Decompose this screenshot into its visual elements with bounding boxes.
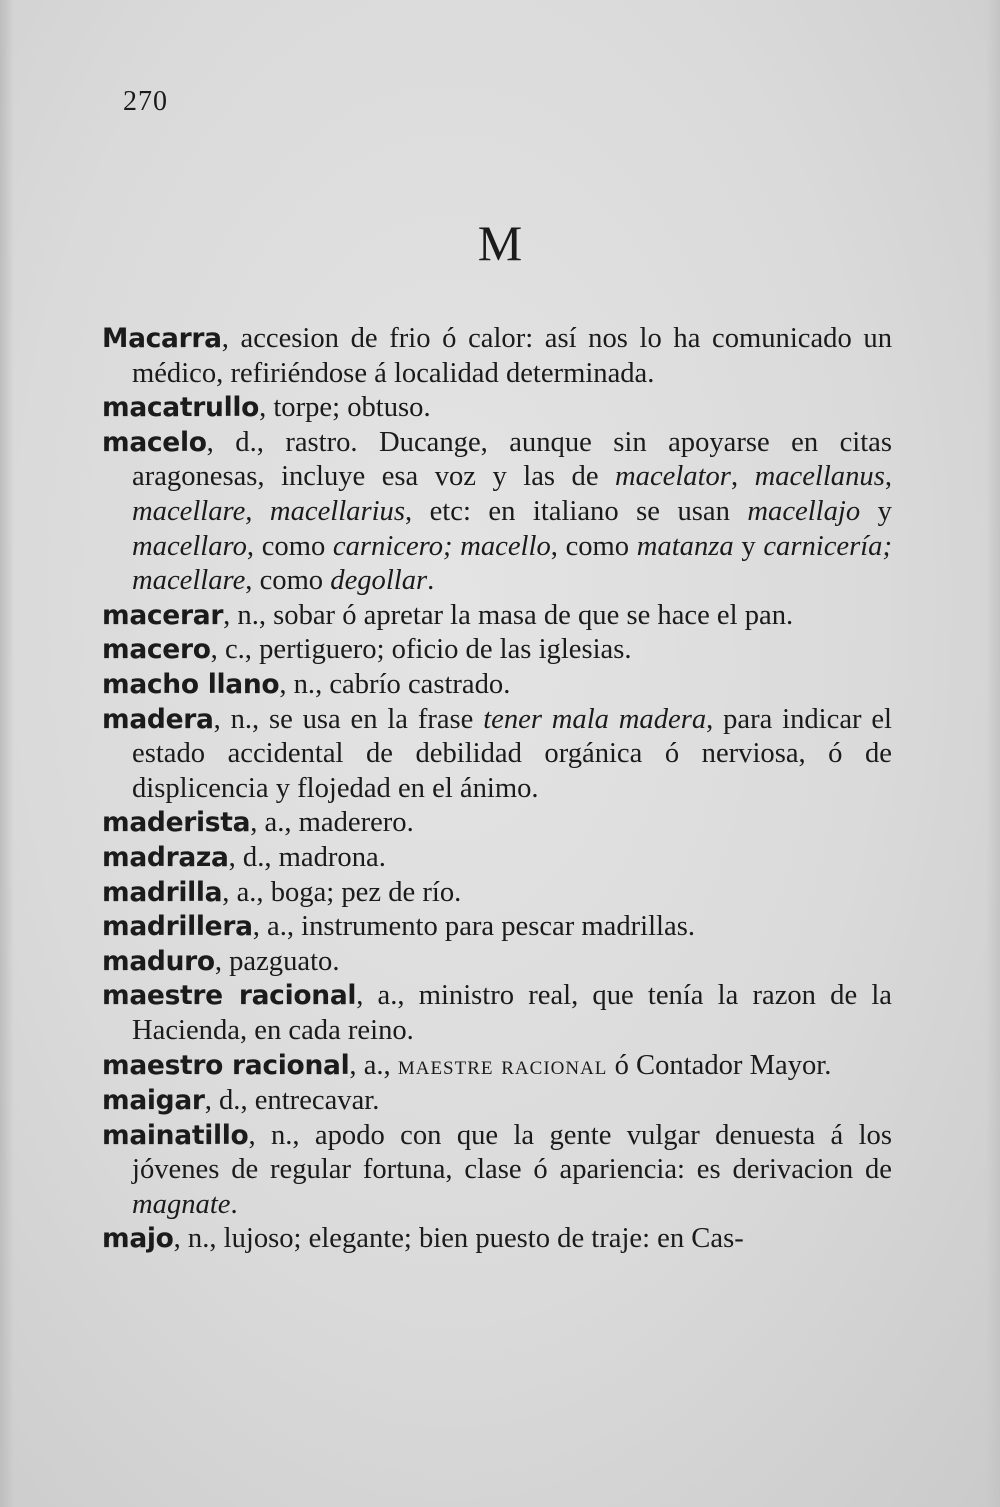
entry-definition-text: , n., cabrío castrado. (279, 668, 511, 700)
dictionary-entry (102, 1084, 892, 1119)
entry-headword: mainatillo (102, 1119, 249, 1151)
entry-headword: macatrullo (102, 392, 260, 424)
page-number: 270 (123, 86, 168, 117)
entry-italic-term: carnicería; macellare (132, 530, 892, 597)
entry-headword: madrillera (102, 911, 253, 943)
entry-definition-text: , a., boga; pez de río. (222, 876, 462, 908)
entry-italic-term: macellare, macellarius (132, 495, 405, 527)
entry-definition-text: , para indicar el estado accidental de debilidad orgánica ó nerviosa, ó de displicencia y flojedad en el ánimo. (132, 703, 892, 804)
entry-definition-text: , n., apodo con que la gente vulgar denuesta á los jóvenes de regular fortuna, clase ó apariencia: es derivacion de (132, 1119, 892, 1186)
entry-definition-text: , a., instrumento para pescar madrillas. (252, 911, 695, 943)
entry-definition-text: , d., madrona. (228, 841, 386, 873)
entry-italic-term: macelator (615, 461, 731, 493)
entry-definition-text: , a., maderero. (250, 807, 414, 839)
entry-headword: maderista (102, 807, 251, 839)
entry-headword: maestro racional (102, 1050, 350, 1082)
dictionary-entry (102, 1222, 892, 1257)
entry-italic-term: carnicero; macello (332, 530, 551, 562)
entry-definition-text: . (427, 565, 435, 597)
dictionary-entry (102, 703, 892, 807)
entry-definition-text: , d., rastro. Ducange, aunque sin apoyarse en citas aragonesas, incluye esa voz y las de (132, 426, 892, 493)
entry-definition-text: , c., pertiguero; oficio de las iglesias. (210, 634, 632, 666)
entry-definition-text: , n., sobar ó apretar la masa de que se hace el pan. (223, 599, 794, 631)
entry-headword: maduro (102, 945, 215, 977)
dictionary-entry (102, 391, 892, 426)
entry-definition-text: . (230, 1188, 238, 1220)
entry-definition-text: y (733, 530, 764, 562)
entry-definition-text: ó Contador Mayor. (607, 1050, 832, 1082)
entry-definition-text: y (860, 495, 892, 527)
dictionary-entry (102, 806, 892, 841)
dictionary-entry (102, 426, 892, 599)
entry-definition-text: , etc: en italiano se usan (404, 495, 748, 527)
dictionary-entry (102, 876, 892, 911)
dictionary-entry (102, 1119, 892, 1223)
entry-definition-text: , d., entrecavar. (204, 1085, 380, 1117)
entry-definition-text: , (730, 461, 755, 493)
dictionary-entry (102, 599, 892, 634)
entry-italic-term: magnate (132, 1188, 231, 1220)
entry-italic-term: macellajo (747, 495, 861, 527)
entry-headword: majo (102, 1223, 174, 1255)
dictionary-entry (102, 841, 892, 876)
entry-definition-text: , como (246, 530, 333, 562)
section-letter-heading: M (477, 215, 523, 271)
entry-headword: macho llano (102, 668, 280, 700)
entry-headword: madrilla (102, 876, 223, 908)
dictionary-entry (102, 322, 892, 391)
entry-headword: madera (102, 703, 214, 735)
entry-definition-text: , como (550, 530, 637, 562)
entry-definition-text: , accesion de frio ó calor: así nos lo ha comunicado un médico, refiriéndose á localidad determinada. (132, 323, 892, 389)
entry-headword: macero (102, 634, 211, 666)
entry-definition-text: , a., (349, 1050, 398, 1082)
entry-headword: maigar (102, 1085, 205, 1117)
entry-definition-text: , torpe; obtuso. (259, 392, 431, 424)
dictionary-entry (102, 633, 892, 668)
entry-headword: madraza (102, 841, 229, 873)
dictionary-entry (102, 910, 892, 945)
entry-cross-reference: maestre racional (397, 1050, 608, 1081)
entry-headword: Macarra (102, 323, 222, 354)
entry-definition-text: , a., ministro real, que tenía la razon de la Hacienda, en cada reino. (132, 980, 892, 1046)
dictionary-entry (102, 979, 892, 1048)
entry-definition-text: , n., se usa en la frase (213, 703, 484, 735)
dictionary-entry (102, 945, 892, 980)
entry-definition-text: , pazguato. (214, 945, 340, 977)
dictionary-entry (102, 1048, 892, 1084)
entry-headword: macelo (102, 426, 207, 458)
entry-italic-term: tener mala madera (483, 703, 707, 735)
dictionary-entries (102, 322, 892, 1257)
entry-italic-term: degollar (330, 565, 428, 597)
entry-italic-term: macellanus (754, 461, 885, 493)
entry-definition-text: , como (245, 565, 331, 597)
entry-definition-text: , (884, 461, 892, 493)
entry-italic-term: macellaro (132, 530, 247, 562)
entry-headword: macerar (102, 599, 224, 631)
dictionary-entry (102, 668, 892, 703)
entry-definition-text: , n., lujoso; elegante; bien puesto de traje: en Cas- (173, 1223, 744, 1255)
entry-headword: maestre racional (102, 980, 357, 1012)
entry-italic-term: matanza (636, 530, 734, 562)
